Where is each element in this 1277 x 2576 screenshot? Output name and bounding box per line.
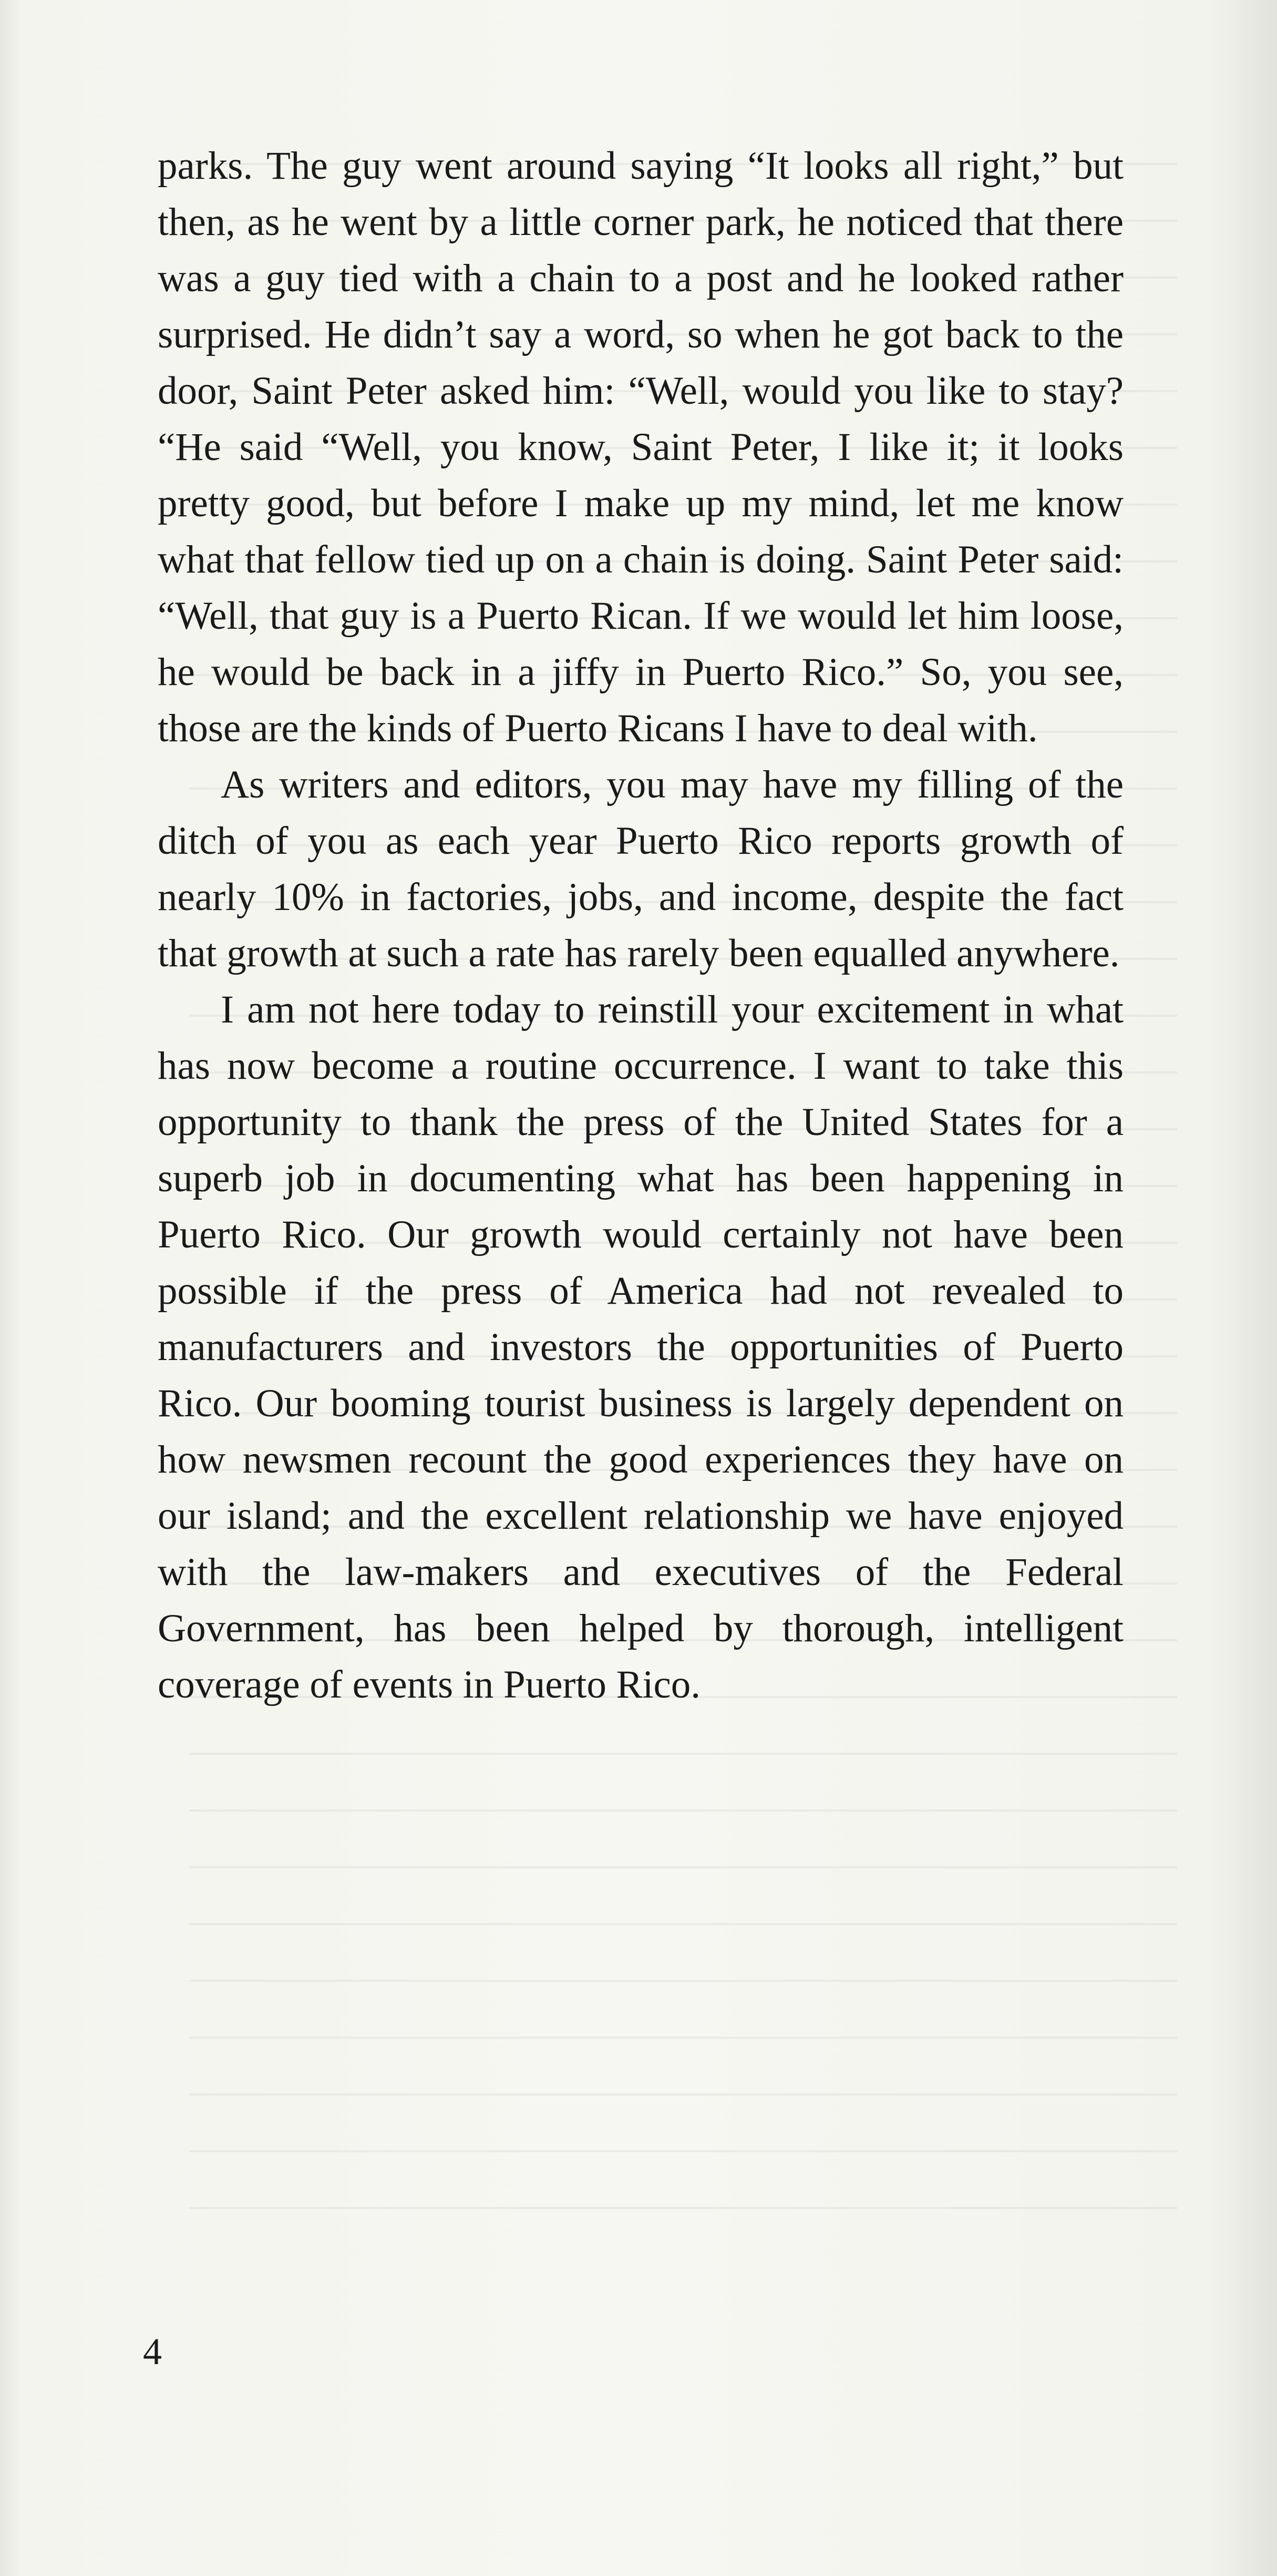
paragraph-3: I am not here today to reinstill your excitement in what has now become a routine occurrence. I want to take this opportunity to thank the press of the United States for a superb job in documenting what has been happening in Puerto Rico. Our growth would certainly not have been possible if the press of America had not revealed to manufacturers and investors the opportunities of Puerto Rico. Our booming tourist business is largely dependent on how newsmen recount the good experiences they have on our island; and the excellent relationship we have enjoyed with the law-makers and executives of the Federal Government, has been helped by thorough, intelligent coverage of events in Puerto Rico. [158, 988, 1124, 1706]
page-number: 4 [143, 2330, 162, 2373]
paragraph-1: parks. The guy went around saying “It looks all right,” but then, as he went by a little corner park, he noticed that there was a guy tied with a chain to a post and he looked rather surprised. He didn’t say a word, so when he got back to the door, Saint Peter asked him: “Well, would you like to stay? “He said “Well, you know, Saint Peter, I like it; it looks pretty good, but before I make up my mind, let me know what that fellow tied up on a chain is doing. Saint Peter said: “Well, that guy is a Puerto Rican. If we would let him loose, he would be back in a jiffy in Puerto Rico.” So, you see, those are the kinds of Puerto Ricans I have to deal with. [158, 144, 1124, 750]
paragraph-2: As writers and editors, you may have my filling of the ditch of you as each year Puerto Rico reports growth of nearly 10% in factories, jobs, and income, despite the fact that growth at such a rate has rarely been equalled anywhere. [158, 763, 1124, 975]
body-text [158, 138, 1124, 1713]
